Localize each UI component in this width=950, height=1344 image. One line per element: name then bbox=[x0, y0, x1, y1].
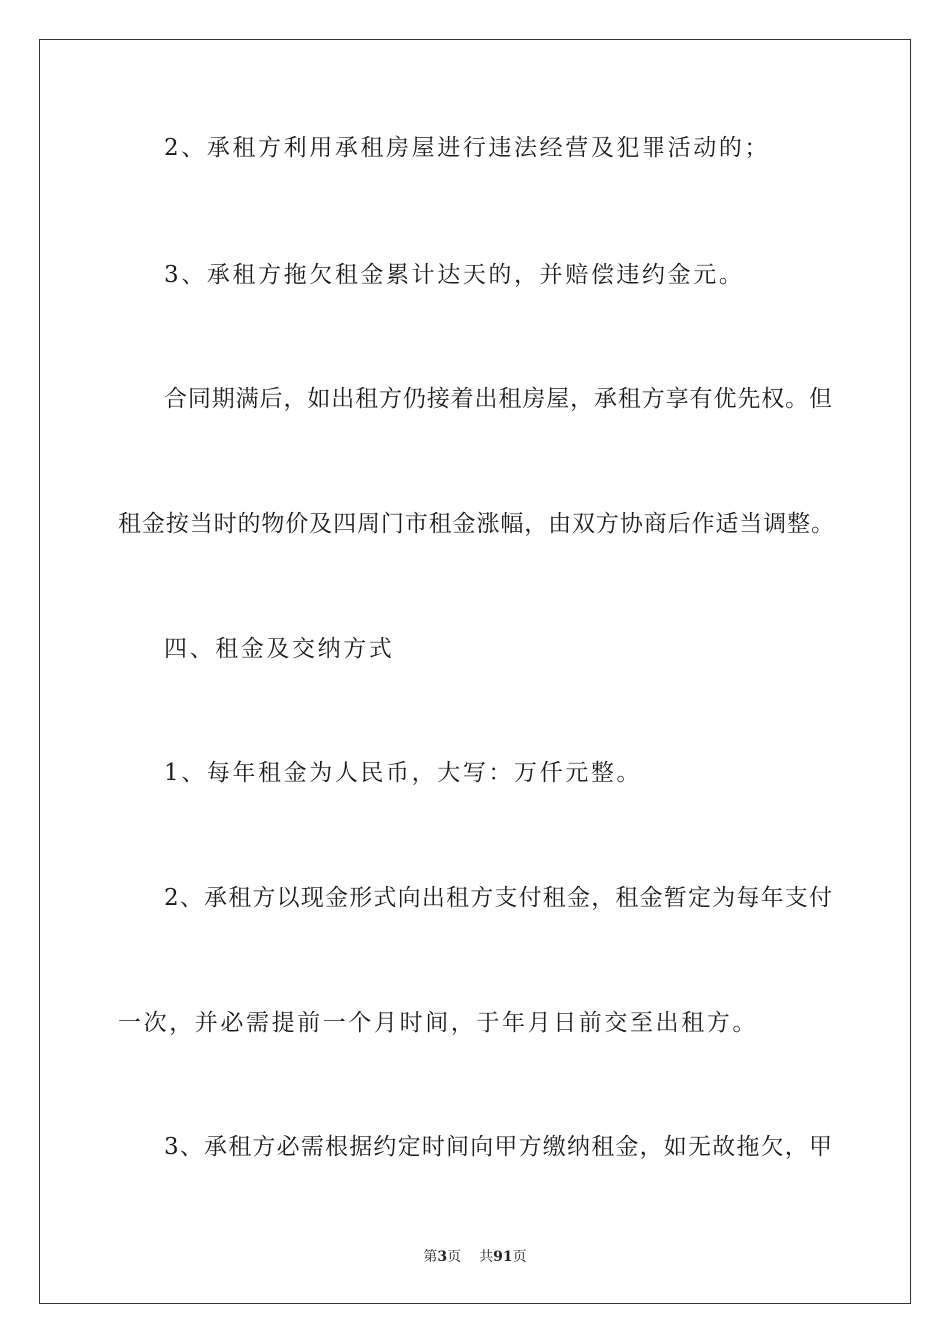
footer-page-number: 3 bbox=[437, 1249, 448, 1265]
paragraph-line-3: 合同期满后，如出租方仍接着出租房屋，承租方享有优先权。但 bbox=[164, 386, 832, 412]
paragraph-line-6: 1、每年租金为人民币，大写：万仟元整。 bbox=[164, 760, 643, 786]
paragraph-line-7: 2、承租方以现金形式向出租方支付租金，租金暂定为每年支付 bbox=[164, 885, 832, 911]
footer-total-pages: 91 bbox=[493, 1249, 513, 1265]
footer-total-suffix: 页 bbox=[512, 1249, 527, 1265]
footer-page-prefix: 第 bbox=[423, 1249, 438, 1265]
paragraph-line-4: 租金按当时的物价及四周门市租金涨幅，由双方协商后作适当调整。 bbox=[118, 511, 834, 537]
paragraph-line-1: 2、承租方利用承租房屋进行违法经营及犯罪活动的； bbox=[164, 135, 771, 161]
footer-total-prefix: 共 bbox=[479, 1249, 494, 1265]
section-heading: 四、租金及交纳方式 bbox=[164, 636, 395, 662]
paragraph-line-2: 3、承租方拖欠租金累计达天的，并赔偿违约金元。 bbox=[164, 262, 745, 288]
paragraph-line-9: 3、承租方必需根据约定时间向甲方缴纳租金，如无故拖欠，甲 bbox=[164, 1134, 832, 1160]
page-footer bbox=[0, 1248, 950, 1266]
footer-page-suffix: 页 bbox=[447, 1249, 462, 1265]
paragraph-line-8: 一次，并必需提前一个月时间，于年月日前交至出租方。 bbox=[118, 1010, 758, 1036]
page-border bbox=[39, 39, 911, 1304]
